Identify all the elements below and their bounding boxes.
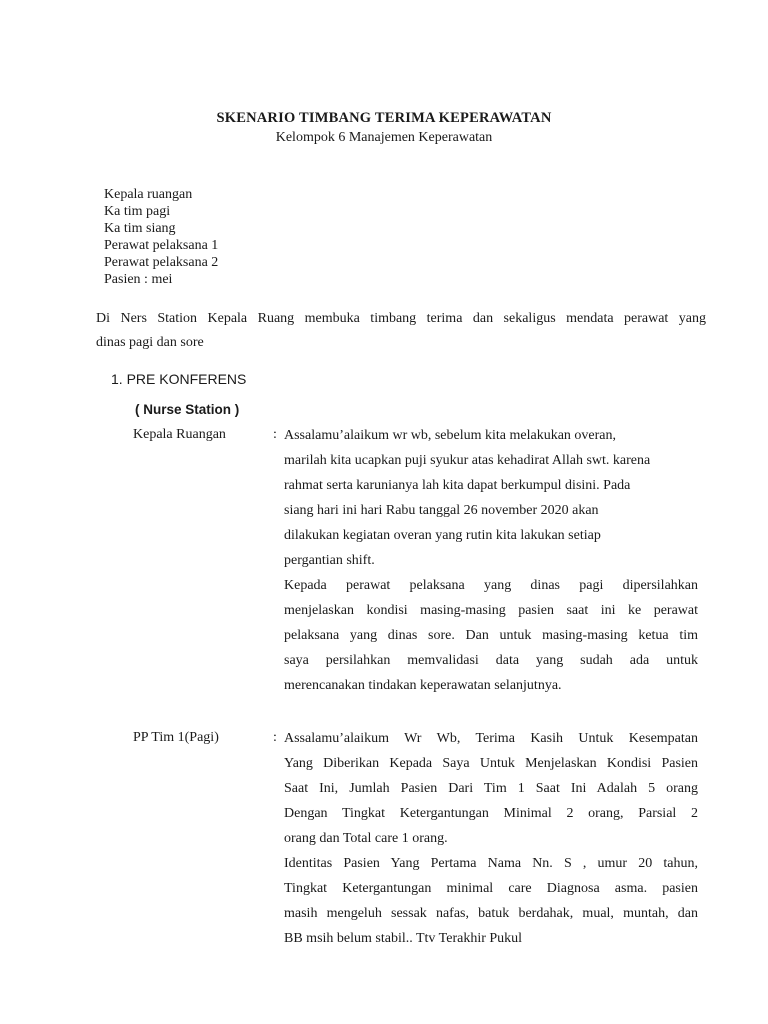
- role-item: Perawat pelaksana 2: [104, 255, 219, 270]
- dialogue-text-pp-tim-1: [284, 726, 698, 951]
- role-list: [104, 186, 218, 288]
- dialogue-line: Tingkat Ketergantungan minimal care Diagnosa asma. pasien: [284, 881, 698, 896]
- section-subheading: ( Nurse Station ): [135, 402, 240, 417]
- dialogue-line: merencanakan tindakan keperawatan selanjutnya.: [284, 678, 562, 693]
- intro-line: dinas pagi dan sore: [96, 335, 204, 350]
- dialogue-text-kepala-ruangan: [284, 423, 698, 698]
- dialogue-line: menjelaskan kondisi masing-masing pasien saat ini ke perawat: [284, 603, 698, 618]
- dialogue-line: pergantian shift.: [284, 553, 375, 568]
- dialogue-line: rahmat serta karunianya lah kita dapat berkumpul disini. Pada: [284, 478, 631, 493]
- document-subtitle: Kelompok 6 Manajemen Keperawatan: [275, 130, 493, 145]
- role-item: Kepala ruangan: [104, 187, 193, 202]
- dialogue-line: Identitas Pasien Yang Pertama Nama Nn. S , umur 20 tahun,: [284, 856, 698, 871]
- role-item: Ka tim pagi: [104, 204, 171, 219]
- dialogue-line: BB msih belum stabil.. Ttv Terakhir Pukul: [284, 931, 523, 946]
- dialogue-line: Assalamu’alaikum wr wb, sebelum kita melakukan overan,: [284, 428, 617, 443]
- dialogue-line: siang hari ini hari Rabu tanggal 26 november 2020 akan: [284, 503, 599, 518]
- dialogue-line: orang dan Total care 1 orang.: [284, 831, 448, 846]
- dialogue-line: masih mengeluh sessak nafas, batuk berdahak, mual, muntah, dan: [284, 906, 698, 921]
- role-item: Pasien : mei: [104, 272, 173, 287]
- speaker-colon: :: [273, 730, 277, 745]
- document-title: SKENARIO TIMBANG TERIMA KEPERAWATAN: [216, 110, 552, 126]
- dialogue-line: Yang Diberikan Kepada Saya Untuk Menjelaskan Kondisi Pasien: [284, 756, 698, 771]
- dialogue-line: Saat Ini, Jumlah Pasien Dari Tim 1 Saat Ini Adalah 5 orang: [284, 781, 698, 796]
- dialogue-line: pelaksana yang dinas sore. Dan untuk masing-masing ketua tim: [284, 628, 698, 643]
- dialogue-line: Dengan Tingkat Ketergantungan Minimal 2 orang, Parsial 2: [284, 806, 698, 821]
- speaker-label-pp-tim-1: PP Tim 1(Pagi): [133, 730, 219, 745]
- section-heading: 1. PRE KONFERENS: [111, 371, 247, 387]
- dialogue-line: dilakukan kegiatan overan yang rutin kita lakukan setiap: [284, 528, 601, 543]
- intro-paragraph: [96, 307, 706, 355]
- dialogue-line: Kepada perawat pelaksana yang dinas pagi dipersilahkan: [284, 578, 698, 593]
- role-item: Perawat pelaksana 1: [104, 238, 219, 253]
- dialogue-line: marilah kita ucapkan puji syukur atas kehadirat Allah swt. karena: [284, 453, 651, 468]
- dialogue-line: Assalamu’alaikum Wr Wb, Terima Kasih Untuk Kesempatan: [284, 731, 698, 746]
- speaker-label-kepala-ruangan: Kepala Ruangan: [133, 427, 226, 442]
- role-item: Ka tim siang: [104, 221, 176, 236]
- intro-line: Di Ners Station Kepala Ruang membuka timbang terima dan sekaligus mendata perawat yang: [96, 311, 706, 326]
- dialogue-line: saya persilahkan memvalidasi data yang sudah ada untuk: [284, 653, 698, 668]
- speaker-colon: :: [273, 427, 277, 442]
